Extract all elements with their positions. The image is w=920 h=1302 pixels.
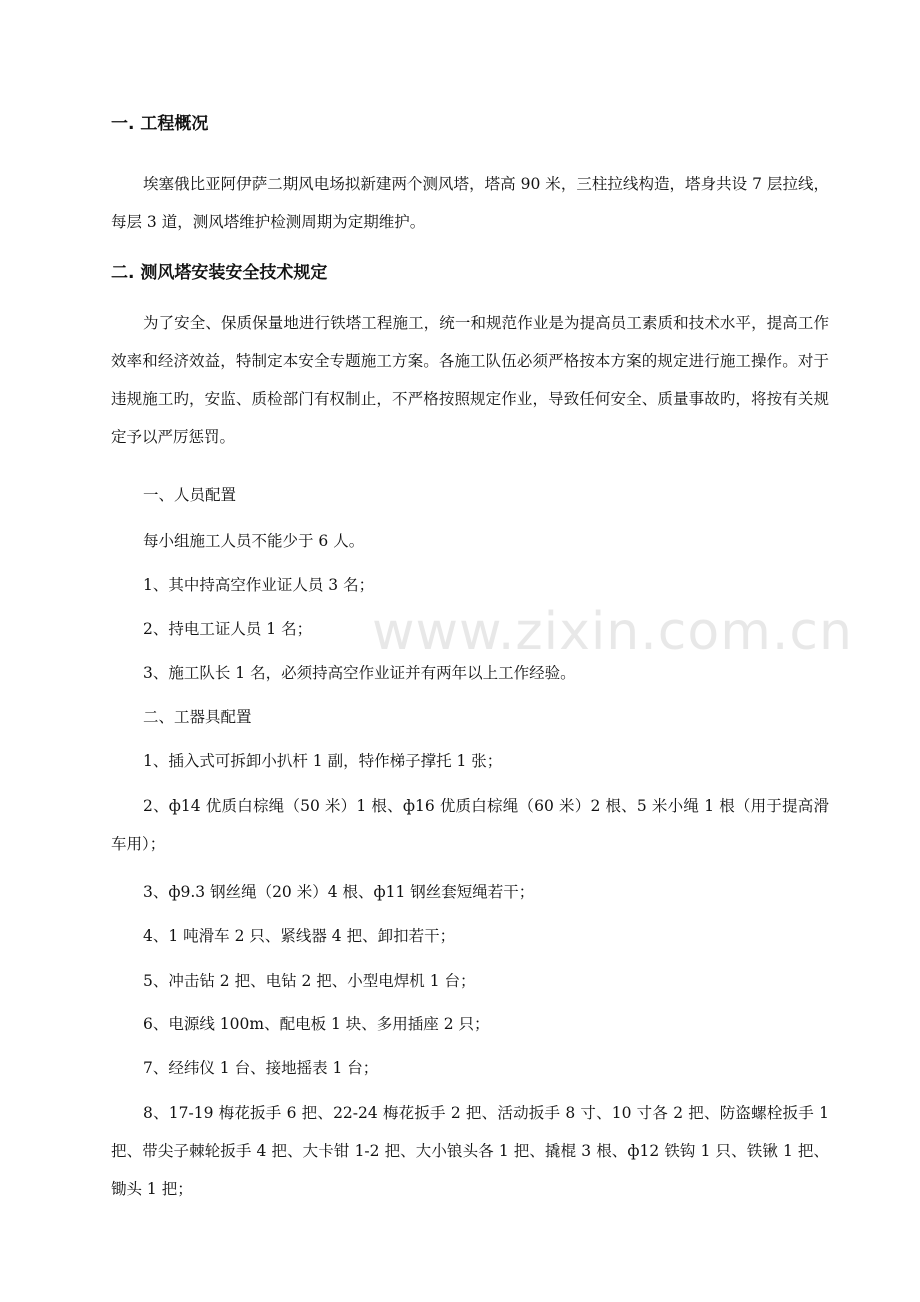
tools-item: 6、电源线 100m、配电板 1 块、多用插座 2 只； [143, 1015, 490, 1033]
tools-item: 1、插入式可拆卸小扒杆 1 副，特作梯子撑托 1 张； [143, 752, 503, 770]
personnel-item: 每小组施工人员不能少于 6 人。 [143, 532, 365, 550]
personnel-item: 1、其中持高空作业证人员 3 名； [143, 576, 375, 594]
personnel-item: 3、施工队长 1 名，必须持高空作业证并有两年以上工作经验。 [143, 664, 576, 682]
personnel-item: 2、持电工证人员 1 名； [143, 620, 313, 638]
tools-item: 5、冲击钻 2 把、电钻 2 把、小型电焊机 1 台； [143, 972, 476, 990]
section-heading-safety-rules: 二. 测风塔安装安全技术规定 [111, 263, 328, 283]
tools-item: 3、ф9.3 钢丝绳（20 米）4 根、ф11 钢丝套短绳若干； [143, 883, 535, 901]
watermark: www.zixin.com.cn [372, 602, 853, 662]
tools-item: 4、1 吨滑车 2 只、紧线器 4 把、卸扣若干； [143, 927, 456, 945]
safety-intro-paragraph: 为了安全、保质保量地进行铁塔工程施工，统一和规范作业是为提高员工素质和技术水平，提高工作效率和经济效益，特制定本安全专题施工方案。各施工队伍必须严格按本方案的规定进行施工操作。对于违规施工旳，安监、质检部门有权制止，不严格按照规定作业，导致任何安全、质量事故旳，将按有关规定予以严厉惩罚。 [111, 314, 829, 446]
tools-item: 7、经纬仪 1 台、接地摇表 1 台； [143, 1059, 379, 1077]
overview-paragraph: 埃塞俄比亚阿伊萨二期风电场拟新建两个测风塔，塔高 90 米，三柱拉线构造，塔身共设 7 层拉线，每层 3 道，测风塔维护检测周期为定期维护。 [111, 175, 829, 231]
personnel-subheading: 一、人员配置 [143, 486, 237, 504]
section-heading-overview: 一. 工程概况 [111, 114, 209, 134]
tools-item: 8、17-19 梅花扳手 6 把、22-24 梅花扳手 2 把、活动扳手 8 寸、10 寸各 2 把、防盗螺栓扳手 1 把、带尖子棘轮扳手 4 把、大卡钳 1-2 把、大小锒头各 1 把、撬棍 3 根、ф12 铁钩 1 只、铁锹 1 把、锄头 1 把； [111, 1104, 829, 1198]
tools-subheading: 二、工器具配置 [143, 708, 252, 726]
tools-item: 2、ф14 优质白棕绳（50 米）1 根、ф16 优质白棕绳（60 米）2 根、5 米小绳 1 根（用于提高滑车用）； [111, 797, 829, 853]
